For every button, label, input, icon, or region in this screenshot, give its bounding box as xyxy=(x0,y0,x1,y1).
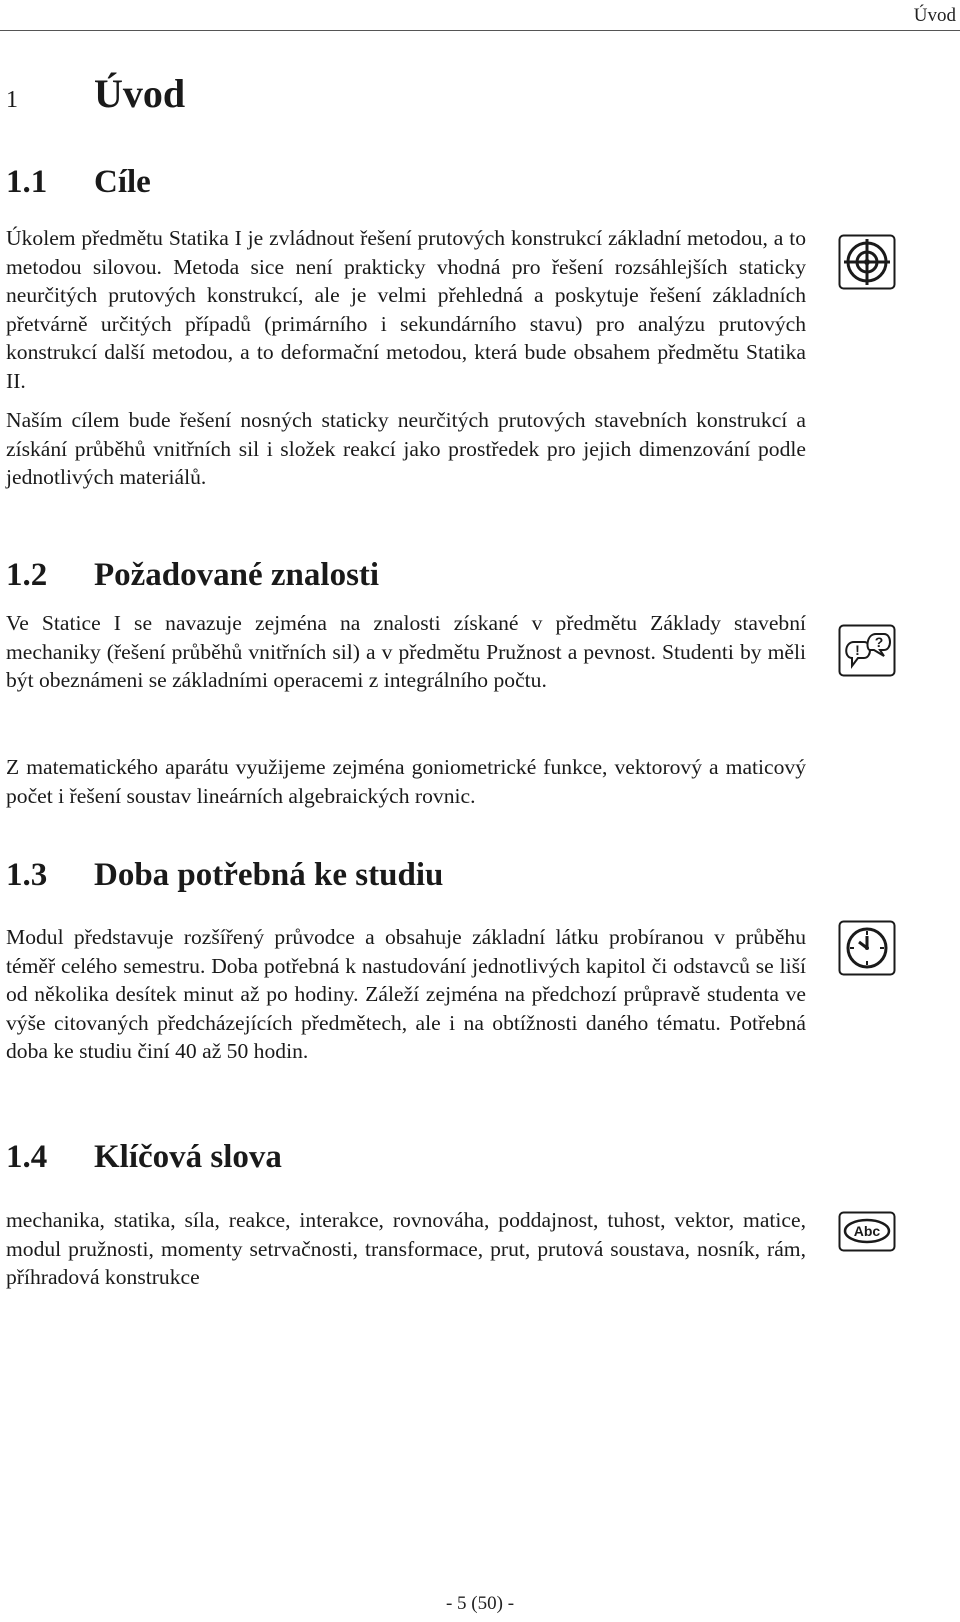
target-icon xyxy=(838,234,898,292)
abc-icon-text: Abc xyxy=(853,1223,881,1239)
section-title: Doba potřebná ke studiu xyxy=(94,857,444,893)
section-title: Cíle xyxy=(94,164,151,200)
section-number: 1.2 xyxy=(6,557,48,593)
paragraph: Ve Statice I se navazuje zejména na znalosti získané v předmětu Základy stavební mechaniky (řešení průběhů vnitřních sil) a v předmětu Pružnost a pevnost. Studenti by měli být obeznámeni se základními operacemi z integrálního počtu. xyxy=(6,611,806,693)
header-rule xyxy=(0,30,960,31)
section-title: Klíčová slova xyxy=(94,1139,282,1175)
paragraph: Úkolem předmětu Statika I je zvládnout řešení prutových konstrukcí základní metodou, a to metodou silovou. Metoda sice není prakticky vhodná pro řešení rozsáhlejších staticky neurčitých prutových konstrukcí, ale je velmi přehledná a poskytuje řešení základních přetvárně určitých případů (primárního i sekundárního stavu) pro analýzu prutových konstrukcí další metodou, a to deformační metodou, která bude obsahem předmětu Statika II. xyxy=(6,226,806,393)
section-heading-prerequisites xyxy=(6,557,379,594)
svg-text:?: ? xyxy=(874,634,884,650)
chapter-title: Úvod xyxy=(94,71,186,116)
question-exclamation-icon xyxy=(838,624,898,678)
section-number: 1.4 xyxy=(6,1139,48,1175)
paragraph: Z matematického aparátu využijeme zejména goniometrické funkce, vektorový a maticový počet i řešení soustav lineárních algebraických rovnic. xyxy=(6,755,806,808)
section-heading-goals xyxy=(6,164,151,201)
paragraph: Naším cílem bude řešení nosných staticky neurčitých prutových stavebních konstrukcí a získání průběhů vnitřních sil i složek reakcí jako prostředek pro jejich dimenzování podle jednotlivých materiálů. xyxy=(6,408,806,490)
paragraph: Modul představuje rozšířený průvodce a obsahuje základní látku probíranou v průběhu téměř celého semestru. Doba potřebná k nastudování jednotlivých kapitol či odstavců se liší od několika desítek minut až po hodiny. Záleží zejména na předchozí průpravě studenta ve výše citovaných předcházejících předmětech, ale i na obtížnosti daného tématu. Potřebná doba ke studiu činí 40 až 50 hodin. xyxy=(6,925,806,1064)
section-number: 1.3 xyxy=(6,857,48,893)
section-title: Požadované znalosti xyxy=(94,557,380,593)
section-number: 1.1 xyxy=(6,164,48,200)
paragraph: mechanika, statika, síla, reakce, interakce, rovnováha, poddajnost, tuhost, vektor, matice, modul pružnosti, momenty setrvačnosti, transformace, prut, prutová soustava, nosník, rám, příhradová konstrukce xyxy=(6,1208,806,1290)
svg-text:!: ! xyxy=(855,642,860,658)
section-heading-study-time xyxy=(6,857,443,894)
page-footer: - 5 (50) - xyxy=(445,1593,515,1614)
clock-icon xyxy=(838,920,898,978)
section-heading-keywords xyxy=(6,1139,282,1176)
chapter-number: 1 xyxy=(6,87,18,113)
chapter-heading xyxy=(6,70,185,130)
running-header: Úvod xyxy=(913,5,956,26)
abc-keyword-icon xyxy=(838,1211,898,1253)
